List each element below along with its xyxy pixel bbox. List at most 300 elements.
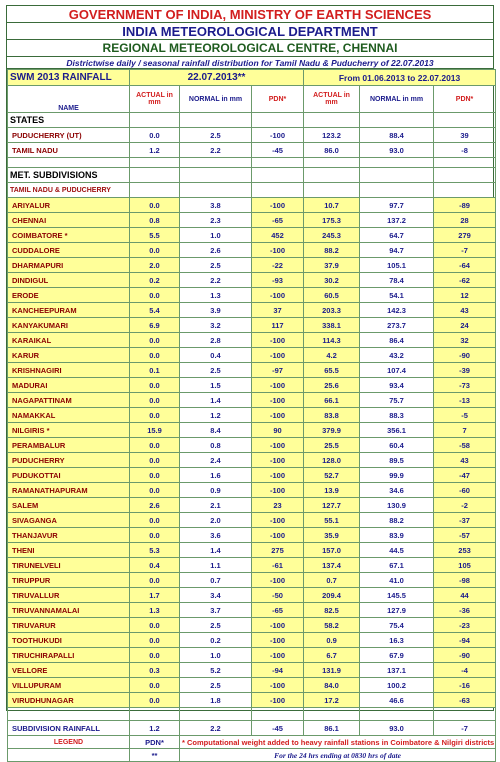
seasonal-actual: 0.7 bbox=[304, 573, 360, 588]
seasonal-actual: 17.2 bbox=[304, 693, 360, 708]
seasonal-pdn: -5 bbox=[434, 408, 496, 423]
seasonal-normal: 105.1 bbox=[360, 258, 434, 273]
daily-actual: 0.0 bbox=[130, 618, 180, 633]
daily-pdn: -50 bbox=[252, 588, 304, 603]
seasonal-pdn: -7 bbox=[434, 721, 496, 736]
row-name: RAMANATHAPURAM bbox=[8, 483, 130, 498]
daily-normal: 2.0 bbox=[180, 513, 252, 528]
seasonal-actual: 127.7 bbox=[304, 498, 360, 513]
seasonal-pdn: -16 bbox=[434, 678, 496, 693]
daily-normal: 3.6 bbox=[180, 528, 252, 543]
report-subtitle: Districtwise daily / seasonal rainfall distribution for Tamil Nadu & Puducherry of 22.07.2013 bbox=[7, 57, 493, 69]
daily-pdn: -22 bbox=[252, 258, 304, 273]
district-row bbox=[8, 498, 496, 513]
seasonal-actual: 88.2 bbox=[304, 243, 360, 258]
daily-normal: 3.7 bbox=[180, 603, 252, 618]
daily-pdn: -100 bbox=[252, 288, 304, 303]
daily-pdn: -100 bbox=[252, 468, 304, 483]
daily-normal: 1.2 bbox=[180, 408, 252, 423]
row-name: DINDIGUL bbox=[8, 273, 130, 288]
daily-normal: 2.5 bbox=[180, 678, 252, 693]
row-name: MADURAI bbox=[8, 378, 130, 393]
spacer-row bbox=[8, 708, 496, 721]
daily-pdn: -100 bbox=[252, 513, 304, 528]
daily-actual: 0.0 bbox=[130, 378, 180, 393]
rainfall-report bbox=[6, 5, 495, 760]
row-name: CUDDALORE bbox=[8, 243, 130, 258]
seasonal-normal: 88.4 bbox=[360, 128, 434, 143]
seasonal-pdn: 105 bbox=[434, 558, 496, 573]
seasonal-pdn: -73 bbox=[434, 378, 496, 393]
daily-actual: 2.6 bbox=[130, 498, 180, 513]
seasonal-normal: 127.9 bbox=[360, 603, 434, 618]
daily-pdn: -97 bbox=[252, 363, 304, 378]
district-row bbox=[8, 363, 496, 378]
seasonal-actual: 123.2 bbox=[304, 128, 360, 143]
row-name: KARUR bbox=[8, 348, 130, 363]
daily-normal: 0.9 bbox=[180, 483, 252, 498]
daily-actual: 0.0 bbox=[130, 483, 180, 498]
seasonal-actual: 55.1 bbox=[304, 513, 360, 528]
daily-normal: 1.4 bbox=[180, 543, 252, 558]
seasonal-normal: 89.5 bbox=[360, 453, 434, 468]
row-name: TIRUVARUR bbox=[8, 618, 130, 633]
daily-actual: 5.5 bbox=[130, 228, 180, 243]
seasonal-actual: 37.9 bbox=[304, 258, 360, 273]
district-row bbox=[8, 663, 496, 678]
daily-actual: 0.0 bbox=[130, 468, 180, 483]
col-pdn: PDN* bbox=[252, 86, 304, 113]
daily-pdn: 90 bbox=[252, 423, 304, 438]
seasonal-normal: 137.1 bbox=[360, 663, 434, 678]
seasonal-actual: 0.9 bbox=[304, 633, 360, 648]
daily-date: 22.07.2013** bbox=[130, 70, 304, 86]
seasonal-actual: 25.6 bbox=[304, 378, 360, 393]
seasonal-normal: 83.9 bbox=[360, 528, 434, 543]
district-row bbox=[8, 228, 496, 243]
daily-normal: 0.8 bbox=[180, 438, 252, 453]
row-name: NILGIRIS * bbox=[8, 423, 130, 438]
daily-pdn: -94 bbox=[252, 663, 304, 678]
seasonal-actual: 82.5 bbox=[304, 603, 360, 618]
seasonal-normal: 46.6 bbox=[360, 693, 434, 708]
daily-pdn: -65 bbox=[252, 213, 304, 228]
district-row bbox=[8, 558, 496, 573]
daily-normal: 2.2 bbox=[180, 273, 252, 288]
spacer-row bbox=[8, 158, 496, 168]
district-row bbox=[8, 348, 496, 363]
daily-actual: 0.0 bbox=[130, 243, 180, 258]
seasonal-actual: 209.4 bbox=[304, 588, 360, 603]
seasonal-normal: 93.4 bbox=[360, 378, 434, 393]
row-name: ERODE bbox=[8, 288, 130, 303]
legend-pdn: PDN* bbox=[130, 736, 180, 749]
district-row bbox=[8, 543, 496, 558]
district-row bbox=[8, 603, 496, 618]
district-row bbox=[8, 453, 496, 468]
row-name: THANJAVUR bbox=[8, 528, 130, 543]
seasonal-pdn: -98 bbox=[434, 573, 496, 588]
daily-normal: 2.5 bbox=[180, 618, 252, 633]
states-heading: STATES bbox=[8, 113, 130, 128]
row-name: SIVAGANGA bbox=[8, 513, 130, 528]
daily-normal: 2.6 bbox=[180, 243, 252, 258]
row-name: PERAMBALUR bbox=[8, 438, 130, 453]
seasonal-normal: 67.1 bbox=[360, 558, 434, 573]
seasonal-normal: 88.3 bbox=[360, 408, 434, 423]
daily-actual: 5.4 bbox=[130, 303, 180, 318]
seasonal-pdn: 7 bbox=[434, 423, 496, 438]
seasonal-pdn: 44 bbox=[434, 588, 496, 603]
daily-actual: 0.2 bbox=[130, 273, 180, 288]
daily-actual: 0.0 bbox=[130, 128, 180, 143]
seasonal-normal: 78.4 bbox=[360, 273, 434, 288]
seasonal-actual: 66.1 bbox=[304, 393, 360, 408]
seasonal-actual: 86.0 bbox=[304, 143, 360, 158]
row-name: PUDUKOTTAI bbox=[8, 468, 130, 483]
daily-pdn: 23 bbox=[252, 498, 304, 513]
seasonal-normal: 75.4 bbox=[360, 618, 434, 633]
seasonal-period: From 01.06.2013 to 22.07.2013 bbox=[304, 70, 496, 86]
district-row bbox=[8, 483, 496, 498]
met-subdivisions-heading-row bbox=[8, 168, 496, 183]
row-name: TIRUCHIRAPALLI bbox=[8, 648, 130, 663]
subdivision-summary-row bbox=[8, 721, 496, 736]
region-heading-row bbox=[8, 183, 496, 198]
legend-label: LEGEND bbox=[8, 736, 130, 749]
row-name: VIRUDHUNAGAR bbox=[8, 693, 130, 708]
seasonal-pdn: -8 bbox=[434, 143, 496, 158]
seasonal-normal: 67.9 bbox=[360, 648, 434, 663]
daily-normal: 1.0 bbox=[180, 648, 252, 663]
district-row bbox=[8, 678, 496, 693]
district-row bbox=[8, 633, 496, 648]
seasonal-normal: 97.7 bbox=[360, 198, 434, 213]
daily-normal: 1.4 bbox=[180, 393, 252, 408]
legend-note: * Computational weight added to heavy rainfall stations in Coimbatore & Nilgiri districts bbox=[180, 736, 496, 749]
seasonal-pdn: -7 bbox=[434, 243, 496, 258]
district-row bbox=[8, 693, 496, 708]
district-row bbox=[8, 303, 496, 318]
seasonal-pdn: -62 bbox=[434, 273, 496, 288]
seasonal-pdn: -90 bbox=[434, 648, 496, 663]
district-row bbox=[8, 288, 496, 303]
seasonal-actual: 379.9 bbox=[304, 423, 360, 438]
row-name: KANYAKUMARI bbox=[8, 318, 130, 333]
seasonal-actual: 245.3 bbox=[304, 228, 360, 243]
district-row bbox=[8, 468, 496, 483]
seasonal-normal: 88.2 bbox=[360, 513, 434, 528]
daily-pdn: -93 bbox=[252, 273, 304, 288]
daily-actual: 0.0 bbox=[130, 453, 180, 468]
daily-normal: 1.6 bbox=[180, 468, 252, 483]
row-name: TIRUPPUR bbox=[8, 573, 130, 588]
row-name: VELLORE bbox=[8, 663, 130, 678]
daily-pdn: -100 bbox=[252, 618, 304, 633]
daily-pdn: -100 bbox=[252, 198, 304, 213]
daily-actual: 0.0 bbox=[130, 513, 180, 528]
seasonal-normal: 94.7 bbox=[360, 243, 434, 258]
district-row bbox=[8, 423, 496, 438]
row-name: TOOTHUKUDI bbox=[8, 633, 130, 648]
daily-pdn: -100 bbox=[252, 573, 304, 588]
column-header-row bbox=[8, 86, 496, 113]
col-normal: NORMAL in mm bbox=[180, 86, 252, 113]
seasonal-actual: 6.7 bbox=[304, 648, 360, 663]
daily-pdn: -100 bbox=[252, 393, 304, 408]
district-row bbox=[8, 318, 496, 333]
seasonal-normal: 273.7 bbox=[360, 318, 434, 333]
seasonal-normal: 145.5 bbox=[360, 588, 434, 603]
seasonal-actual: 137.4 bbox=[304, 558, 360, 573]
seasonal-actual: 25.5 bbox=[304, 438, 360, 453]
legend-stars: ** bbox=[130, 749, 180, 762]
seasonal-pdn: -36 bbox=[434, 603, 496, 618]
row-name: KRISHNAGIRI bbox=[8, 363, 130, 378]
seasonal-actual: 83.8 bbox=[304, 408, 360, 423]
daily-normal: 3.8 bbox=[180, 198, 252, 213]
daily-normal: 3.2 bbox=[180, 318, 252, 333]
daily-pdn: -100 bbox=[252, 528, 304, 543]
daily-normal: 5.2 bbox=[180, 663, 252, 678]
district-row bbox=[8, 528, 496, 543]
seasonal-pdn: 39 bbox=[434, 128, 496, 143]
district-row bbox=[8, 438, 496, 453]
daily-pdn: -100 bbox=[252, 438, 304, 453]
seasonal-actual: 52.7 bbox=[304, 468, 360, 483]
centre-title: REGIONAL METEOROLOGICAL CENTRE, CHENNAI bbox=[7, 40, 493, 57]
daily-normal: 1.1 bbox=[180, 558, 252, 573]
district-row bbox=[8, 273, 496, 288]
seasonal-normal: 41.0 bbox=[360, 573, 434, 588]
seasonal-normal: 142.3 bbox=[360, 303, 434, 318]
district-row bbox=[8, 573, 496, 588]
district-row bbox=[8, 378, 496, 393]
seasonal-pdn: -39 bbox=[434, 363, 496, 378]
daily-pdn: -100 bbox=[252, 378, 304, 393]
district-row bbox=[8, 333, 496, 348]
row-name: TAMIL NADU bbox=[8, 143, 130, 158]
daily-actual: 5.3 bbox=[130, 543, 180, 558]
daily-actual: 0.4 bbox=[130, 558, 180, 573]
daily-actual: 1.3 bbox=[130, 603, 180, 618]
row-name: SALEM bbox=[8, 498, 130, 513]
row-name: KARAIKAL bbox=[8, 333, 130, 348]
seasonal-normal: 86.4 bbox=[360, 333, 434, 348]
seasonal-pdn: -37 bbox=[434, 513, 496, 528]
daily-actual: 0.0 bbox=[130, 198, 180, 213]
daily-actual: 0.1 bbox=[130, 363, 180, 378]
rainfall-table bbox=[7, 69, 496, 762]
daily-pdn: -100 bbox=[252, 348, 304, 363]
seasonal-pdn: -64 bbox=[434, 258, 496, 273]
seasonal-pdn: -94 bbox=[434, 633, 496, 648]
seasonal-actual: 175.3 bbox=[304, 213, 360, 228]
daily-actual: 0.0 bbox=[130, 678, 180, 693]
daily-pdn: -100 bbox=[252, 408, 304, 423]
footer-row bbox=[8, 749, 496, 762]
daily-actual: 0.0 bbox=[130, 633, 180, 648]
seasonal-pdn: -13 bbox=[434, 393, 496, 408]
seasonal-actual: 30.2 bbox=[304, 273, 360, 288]
daily-pdn: -65 bbox=[252, 603, 304, 618]
season-label: SWM 2013 RAINFALL bbox=[8, 70, 130, 86]
daily-normal: 2.5 bbox=[180, 363, 252, 378]
daily-pdn: -61 bbox=[252, 558, 304, 573]
daily-pdn: 452 bbox=[252, 228, 304, 243]
daily-pdn: 117 bbox=[252, 318, 304, 333]
daily-normal: 2.2 bbox=[180, 143, 252, 158]
daily-normal: 1.5 bbox=[180, 378, 252, 393]
daily-normal: 2.5 bbox=[180, 258, 252, 273]
seasonal-pdn: 279 bbox=[434, 228, 496, 243]
row-name: KANCHEEPURAM bbox=[8, 303, 130, 318]
daily-actual: 0.0 bbox=[130, 348, 180, 363]
row-name: PUDUCHERRY bbox=[8, 453, 130, 468]
seasonal-pdn: -4 bbox=[434, 663, 496, 678]
seasonal-normal: 64.7 bbox=[360, 228, 434, 243]
daily-pdn: -100 bbox=[252, 333, 304, 348]
daily-actual: 0.0 bbox=[130, 528, 180, 543]
period-bar bbox=[8, 70, 496, 86]
district-row bbox=[8, 198, 496, 213]
district-row bbox=[8, 408, 496, 423]
seasonal-pdn: -47 bbox=[434, 468, 496, 483]
seasonal-pdn: -63 bbox=[434, 693, 496, 708]
seasonal-actual: 10.7 bbox=[304, 198, 360, 213]
seasonal-pdn: 43 bbox=[434, 453, 496, 468]
daily-normal: 2.2 bbox=[180, 721, 252, 736]
row-name: TIRUNELVELI bbox=[8, 558, 130, 573]
daily-actual: 0.8 bbox=[130, 213, 180, 228]
col-seasonal-actual: ACTUAL in mm bbox=[304, 86, 360, 113]
col-seasonal-pdn: PDN* bbox=[434, 86, 496, 113]
seasonal-normal: 356.1 bbox=[360, 423, 434, 438]
daily-pdn: -100 bbox=[252, 693, 304, 708]
daily-actual: 0.0 bbox=[130, 288, 180, 303]
seasonal-actual: 84.0 bbox=[304, 678, 360, 693]
seasonal-normal: 60.4 bbox=[360, 438, 434, 453]
daily-normal: 2.4 bbox=[180, 453, 252, 468]
seasonal-normal: 16.3 bbox=[360, 633, 434, 648]
daily-pdn: -45 bbox=[252, 721, 304, 736]
seasonal-normal: 100.2 bbox=[360, 678, 434, 693]
row-name: TIRUVALLUR bbox=[8, 588, 130, 603]
seasonal-actual: 60.5 bbox=[304, 288, 360, 303]
seasonal-normal: 99.9 bbox=[360, 468, 434, 483]
daily-normal: 1.0 bbox=[180, 228, 252, 243]
row-name: ARIYALUR bbox=[8, 198, 130, 213]
row-name: THENI bbox=[8, 543, 130, 558]
daily-actual: 0.0 bbox=[130, 438, 180, 453]
daily-actual: 0.0 bbox=[130, 408, 180, 423]
daily-actual: 0.0 bbox=[130, 333, 180, 348]
legend-row bbox=[8, 736, 496, 749]
seasonal-normal: 54.1 bbox=[360, 288, 434, 303]
daily-pdn: -100 bbox=[252, 128, 304, 143]
daily-actual: 6.9 bbox=[130, 318, 180, 333]
seasonal-normal: 75.7 bbox=[360, 393, 434, 408]
daily-actual: 2.0 bbox=[130, 258, 180, 273]
row-name: PUDUCHERRY (UT) bbox=[8, 128, 130, 143]
seasonal-pdn: 28 bbox=[434, 213, 496, 228]
seasonal-pdn: 32 bbox=[434, 333, 496, 348]
district-row bbox=[8, 588, 496, 603]
daily-normal: 2.8 bbox=[180, 333, 252, 348]
row-name: VILLUPURAM bbox=[8, 678, 130, 693]
row-name: CHENNAI bbox=[8, 213, 130, 228]
row-name: SUBDIVISION RAINFALL bbox=[8, 721, 130, 736]
state-row bbox=[8, 128, 496, 143]
state-row bbox=[8, 143, 496, 158]
district-row bbox=[8, 648, 496, 663]
row-name: TIRUVANNAMALAI bbox=[8, 603, 130, 618]
daily-actual: 1.7 bbox=[130, 588, 180, 603]
daily-pdn: 275 bbox=[252, 543, 304, 558]
daily-actual: 1.2 bbox=[130, 721, 180, 736]
daily-pdn: -100 bbox=[252, 648, 304, 663]
seasonal-pdn: 24 bbox=[434, 318, 496, 333]
region-heading: TAMIL NADU & PUDUCHERRY bbox=[8, 183, 130, 198]
daily-normal: 3.4 bbox=[180, 588, 252, 603]
met-subdivisions-heading: MET. SUBDIVISIONS bbox=[8, 168, 130, 183]
ministry-title: GOVERNMENT OF INDIA, MINISTRY OF EARTH SCIENCES bbox=[7, 6, 493, 23]
department-title: INDIA METEOROLOGICAL DEPARTMENT bbox=[7, 23, 493, 40]
daily-normal: 8.4 bbox=[180, 423, 252, 438]
row-name: NAMAKKAL bbox=[8, 408, 130, 423]
seasonal-pdn: -60 bbox=[434, 483, 496, 498]
seasonal-normal: 93.0 bbox=[360, 143, 434, 158]
district-row bbox=[8, 618, 496, 633]
daily-actual: 0.0 bbox=[130, 393, 180, 408]
daily-normal: 3.9 bbox=[180, 303, 252, 318]
seasonal-actual: 65.5 bbox=[304, 363, 360, 378]
daily-pdn: -100 bbox=[252, 678, 304, 693]
footer-note: For the 24 hrs ending at 0830 hrs of date bbox=[180, 749, 496, 762]
seasonal-actual: 86.1 bbox=[304, 721, 360, 736]
seasonal-actual: 131.9 bbox=[304, 663, 360, 678]
seasonal-actual: 58.2 bbox=[304, 618, 360, 633]
seasonal-normal: 107.4 bbox=[360, 363, 434, 378]
seasonal-actual: 35.9 bbox=[304, 528, 360, 543]
seasonal-actual: 128.0 bbox=[304, 453, 360, 468]
seasonal-normal: 44.5 bbox=[360, 543, 434, 558]
daily-pdn: 37 bbox=[252, 303, 304, 318]
seasonal-normal: 43.2 bbox=[360, 348, 434, 363]
district-row bbox=[8, 393, 496, 408]
daily-normal: 0.2 bbox=[180, 633, 252, 648]
seasonal-actual: 13.9 bbox=[304, 483, 360, 498]
daily-pdn: -100 bbox=[252, 453, 304, 468]
seasonal-normal: 34.6 bbox=[360, 483, 434, 498]
seasonal-pdn: -57 bbox=[434, 528, 496, 543]
seasonal-actual: 203.3 bbox=[304, 303, 360, 318]
seasonal-normal: 137.2 bbox=[360, 213, 434, 228]
states-heading-row bbox=[8, 113, 496, 128]
seasonal-normal: 93.0 bbox=[360, 721, 434, 736]
seasonal-pdn: -58 bbox=[434, 438, 496, 453]
seasonal-actual: 114.3 bbox=[304, 333, 360, 348]
seasonal-pdn: -23 bbox=[434, 618, 496, 633]
district-row bbox=[8, 243, 496, 258]
daily-actual: 0.0 bbox=[130, 573, 180, 588]
daily-pdn: -100 bbox=[252, 633, 304, 648]
daily-actual: 0.3 bbox=[130, 663, 180, 678]
row-name: COIMBATORE * bbox=[8, 228, 130, 243]
daily-normal: 0.7 bbox=[180, 573, 252, 588]
daily-pdn: -45 bbox=[252, 143, 304, 158]
daily-actual: 1.2 bbox=[130, 143, 180, 158]
